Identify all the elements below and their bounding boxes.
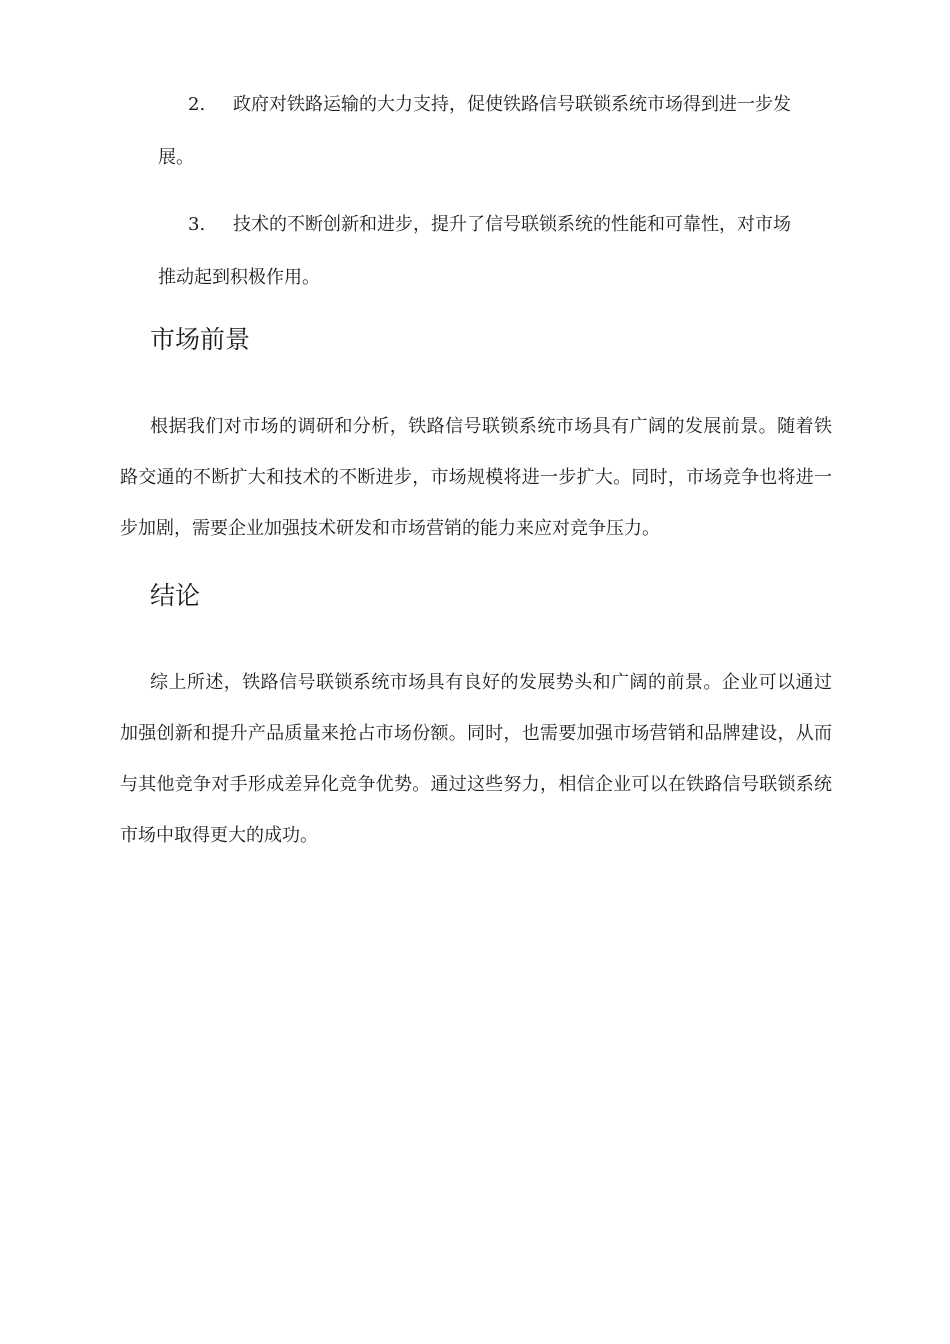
- list-item-2-continuation: 展。: [158, 147, 194, 168]
- list-item-2: [120, 78, 832, 184]
- list-item-3-first-line: [120, 198, 832, 251]
- list-item-2-first-line: [120, 78, 832, 131]
- heading-market-outlook: 市场前景: [150, 325, 251, 354]
- paragraph-conclusion: 综上所述，铁路信号联锁系统市场具有良好的发展势头和广阔的前景。企业可以通过加强创新和提升产品质量来抢占市场份额。同时，也需要加强市场营销和品牌建设，从而与其他竞争对手形成差异化竞争优势。通过这些努力，相信企业可以在铁路信号联锁系统市场中取得更大的成功。: [120, 672, 832, 846]
- list-item-3-text: 技术的不断创新和进步，提升了信号联锁系统的性能和可靠性，对市场: [233, 214, 791, 235]
- list-item-3-number: 3.: [188, 214, 206, 235]
- heading-conclusion: 结论: [150, 581, 201, 610]
- list-item-2-text: 政府对铁路运输的大力支持，促使铁路信号联锁系统市场得到进一步发: [233, 94, 791, 115]
- list-item-2-number: 2.: [188, 94, 206, 115]
- list-item-3: [120, 198, 832, 304]
- paragraph-market-outlook: 根据我们对市场的调研和分析，铁路信号联锁系统市场具有广阔的发展前景。随着铁路交通的不断扩大和技术的不断进步，市场规模将进一步扩大。同时，市场竞争也将进一步加剧，需要企业加强技术研发和市场营销的能力来应对竞争压力。: [120, 416, 832, 539]
- list-item-3-continuation: 推动起到积极作用。: [158, 267, 320, 288]
